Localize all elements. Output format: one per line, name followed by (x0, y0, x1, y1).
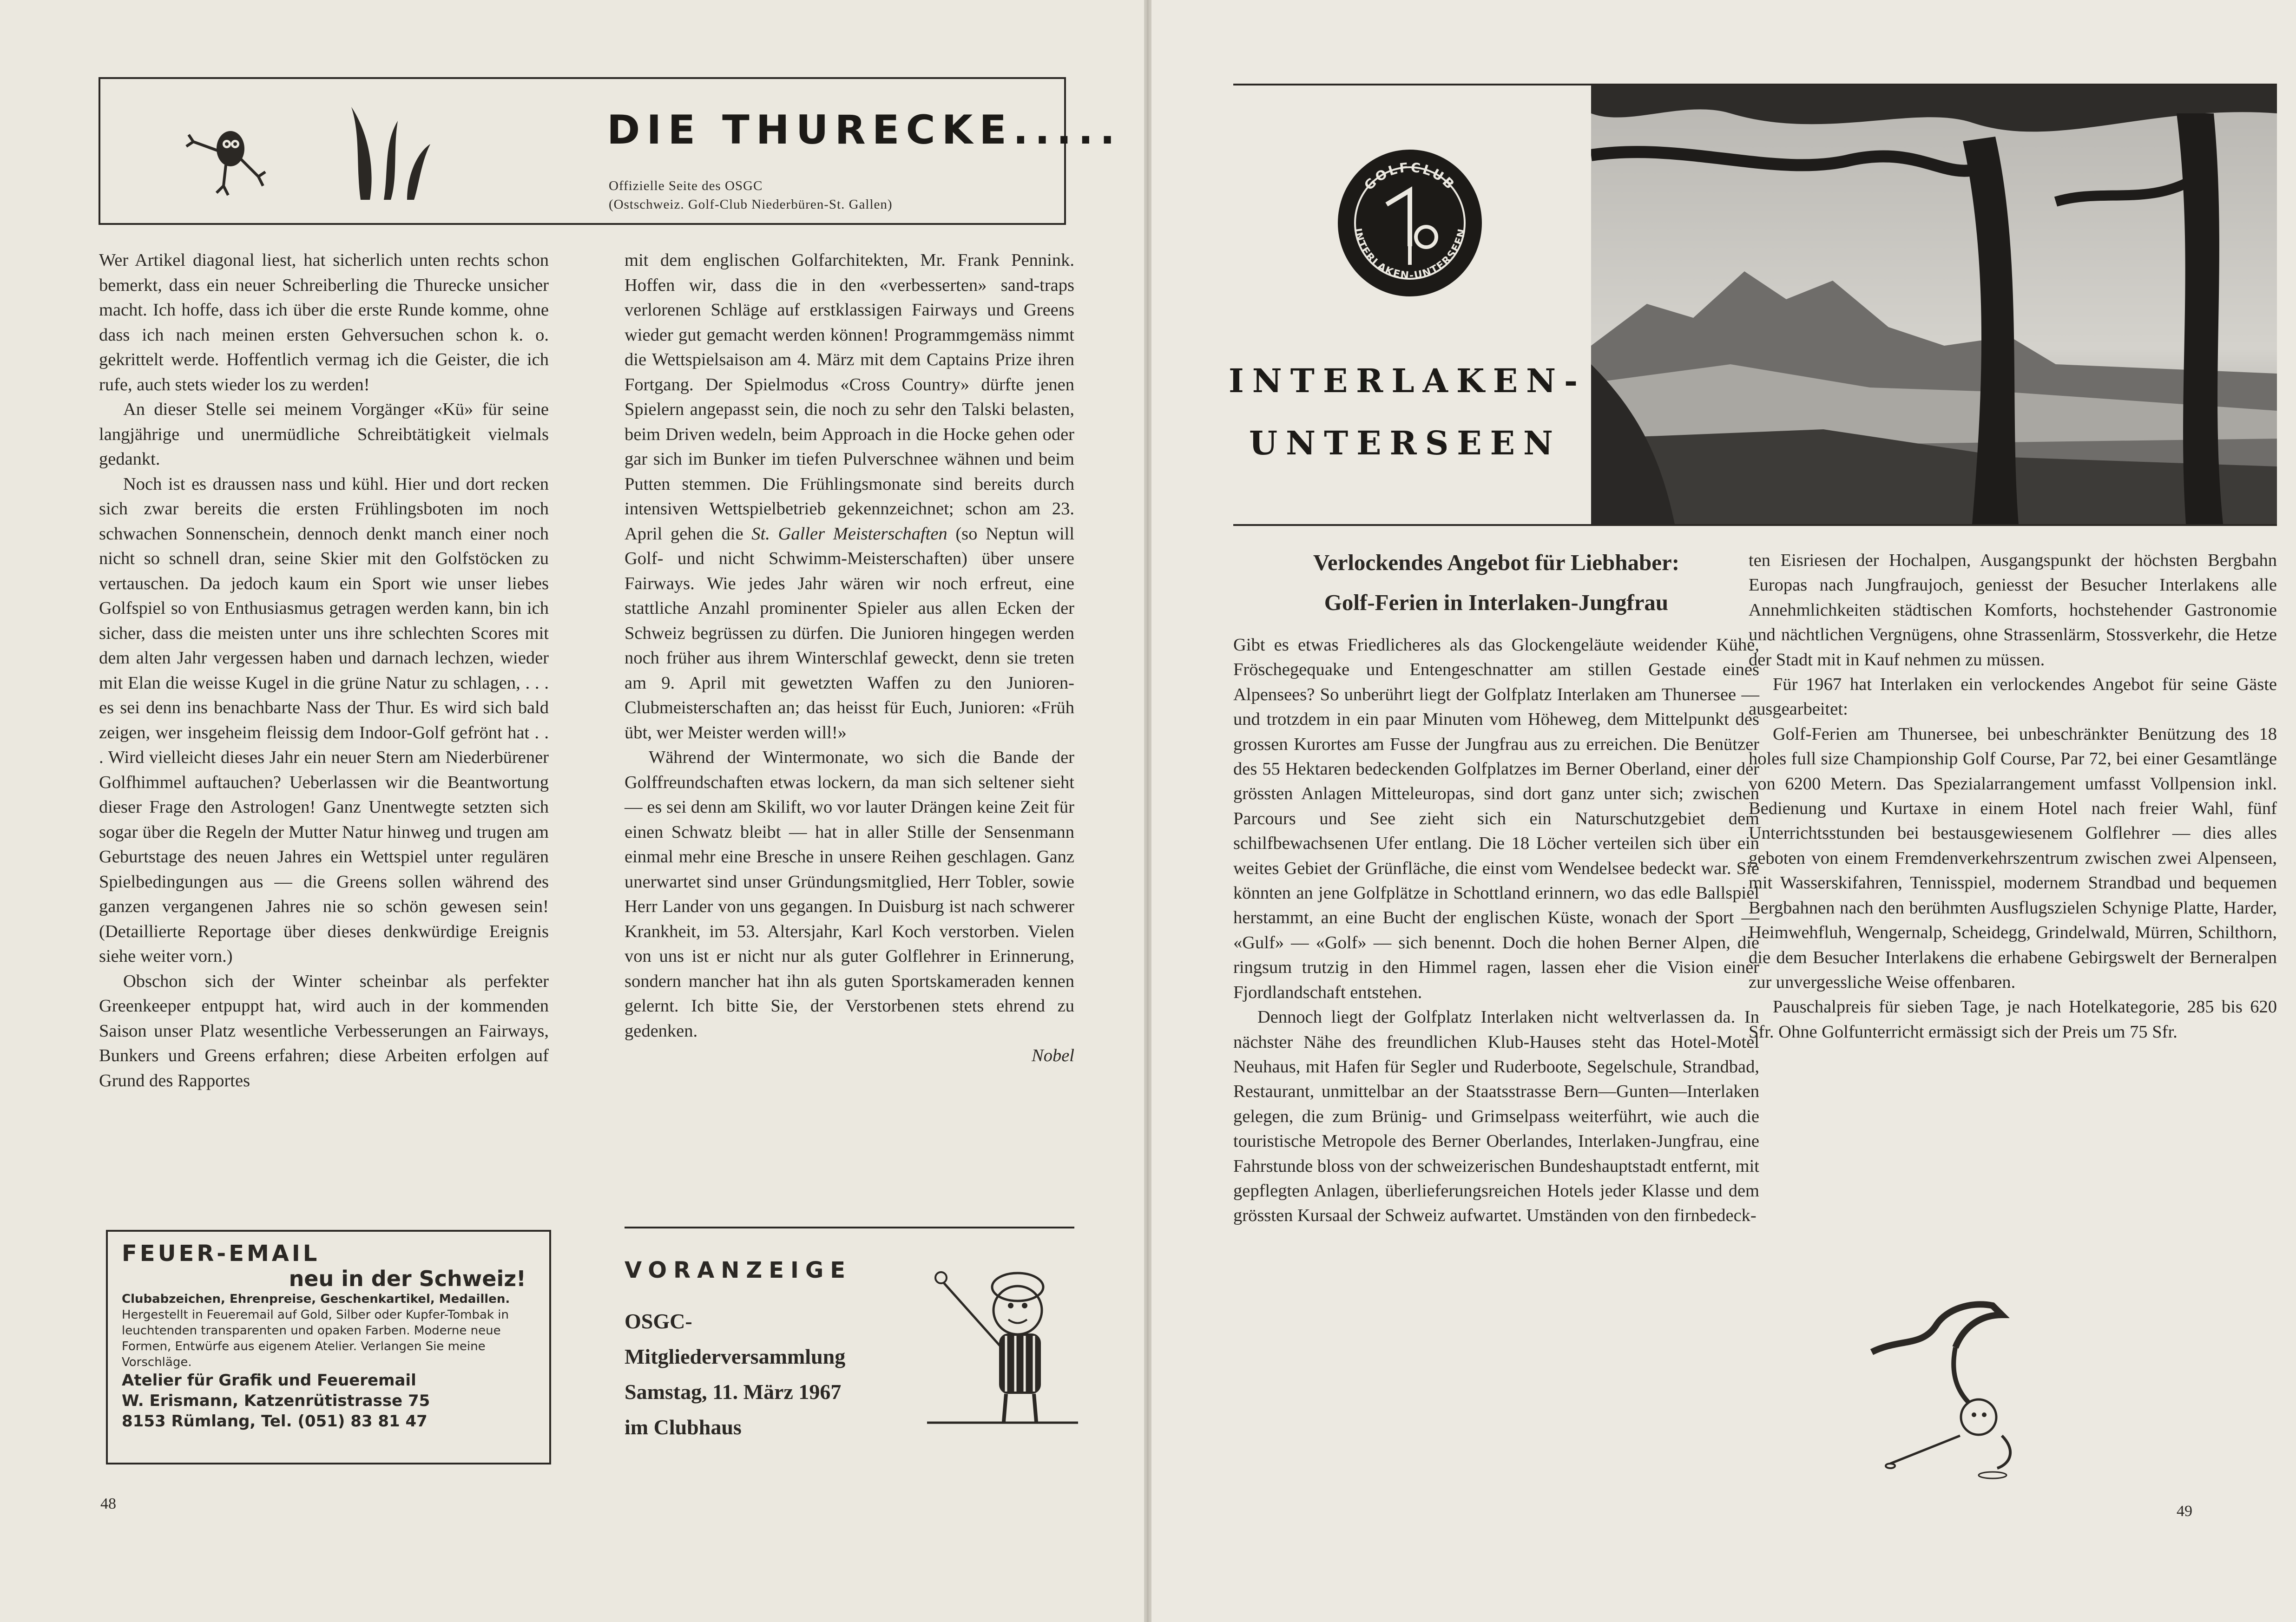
paragraph: Wer Artikel diagonal liest, hat sicherlich unten rechts schon bemerkt, dass ein neuer Schreiberling die Thurecke unsicher macht. Ich hoffe, dass ich über die erste Runde komme, ohne dass ich nach meinen ersten Gehversuchen schon k. o. gekrittelt werde. Hoffentlich vermag ich die Geister, die ich rufe, auch stets wieder los zu werden! (99, 250, 549, 394)
putting-golfer-cartoon (1862, 1296, 2058, 1482)
paragraph: ten Eisriesen der Hochalpen, Ausgangspunkt der höchsten Bergbahn Europas nach Jungfraujoch, geniesst der Besucher Interlakens alle Annehmlichkeiten städtischen Komforts, hochstehender Gastronomie und nächtlichen Vergnügens, ohne Strassenlärm, Stossverkehr, die Hetze der Stadt mit in Kauf nehmen zu müssen. (1749, 551, 2277, 670)
italic-event-name: St. Galler Meisterschaften (751, 524, 947, 544)
paragraph: Obschon sich der Winter scheinbar als perfekter Greenkeeper entpuppt hat, wird auch in der kommenden Saison unser Platz wesentliche Verbesserungen an Fairways, Bunkers und Greens erfahren; diese Arbeiten erfolgen auf Grund des Rapportes (99, 971, 549, 1090)
voranzeige-line: Mitgliederversammlung (625, 1345, 846, 1368)
frog-illustration (184, 107, 272, 200)
ad-title: FEUER-EMAIL (122, 1241, 320, 1267)
feuer-email-advertisement (106, 1230, 551, 1464)
thurecke-header-box (99, 77, 1122, 225)
paragraph: An dieser Stelle sei meinem Vorgänger «Kü» für seine langjährige und unermüdliche Schreibtätigkeit vielmals gedankt. (99, 400, 549, 469)
ad-bold-line: Clubabzeichen, Ehrenpreise, Geschenkartikel, Medaillen. (122, 1292, 510, 1306)
reed-illustration (342, 98, 435, 204)
ad-description: Hergestellt in Feueremail auf Gold, Silber oder Kupfer-Tombak in leuchtenden transparenten und opaken Farben. Moderne neue Formen, Entwürfe aus eigenem Atelier. Verlangen Sie meine Vorschläge. (122, 1308, 509, 1369)
paragraph: Golf-Ferien am Thunersee, bei unbeschränkter Benützung des 18 holes full size Championship Golf Course, Par 72, bei einer Gesamtlänge von 6200 Metern. Das Spezialarrangement umfasst Vollpension inkl. Bedienung und Kurtaxe in einem Hotel nach freier Wahl, fünf Unterrichtsstunden bei bestausgewiesenem Golflehrer — dies alles geboten von einem Fremdenverkehrszentrum zwischen zwei Alpenseen, mit Wasserskifahren, Tennisspiel, modernem Strandbad und bequemen Bergbahnen nach den berühmten Ausflugszielen Schynige Platte, Harder, Heimwehfluh, Wengernalp, Scheidegg, Grindelwald, Mürren, Schilthorn, die dem Besucher Interlakens die erhabene Gebirgswelt der Berneralpen zur unvergessliche Weise offenbaren. (1749, 724, 2277, 992)
ad-subtitle: neu in der Schweiz! (289, 1266, 526, 1291)
voranzeige-line: OSGC- (625, 1309, 692, 1333)
photo-bottom-rule (1233, 524, 2277, 526)
voranzeige-rule (625, 1227, 1074, 1228)
paragraph: Während der Wintermonate, wo sich die Bande der Golffreundschaften etwas lockern, da man sich seltener sieht — es sei denn am Skilift, wo vor lauter Drängen keine Zeit für einen Schwatz bleibt — hat in aller Stille der Sensenmann einmal mehr eine Bresche in unsere Reihen geschlagen. Ganz unerwartet sind unser Gründungsmitglied, Herr Tobler, sowie Herr Lander von uns gegangen. In Duisburg ist nach schwerer Krankheit, im 53. Altersjahr, Karl Koch verstorben. Vielen von uns ist er nicht nur als guter Golflehrer in Erinnerung, sondern mancher hat ihn als guten Sportskameraden kennen gelernt. Ich bitte Sie, der Verstorbenen stets ehrend zu gedenken. (625, 748, 1074, 1041)
paragraph-text: mit dem englischen Golfarchitekten, Mr. Frank Pennink. Hoffen wir, dass die in den «verbesserten» sand-traps verlorenen Schläge auf erstklassigen Fairways und Greens wieder gut gemacht werden können! Programmgemäss nimmt die Wettspielsaison am 4. März mit dem Captains Prize ihren Fortgang. Der Spielmodus «Cross Country» dürfte jenen Spielern angepasst sein, die noch zu sehr den Talski belasten, beim Driven wedeln, beim Approach in die Hocke gehen oder gar sich im Bunker im tiefen Pulverschnee wähnen und beim Putten stemmen. Die Frühlingsmonate sind bereits durch intensiven Wettspielbetrieb gekennzeichnet; schon am 23. April gehen die (625, 250, 1074, 544)
headline-line-1: Verlockendes Angebot für Liebhaber: (1313, 550, 1680, 575)
paragraph (625, 248, 1074, 745)
ad-footer-line-3: 8153 Rümlang, Tel. (051) 83 81 47 (122, 1412, 428, 1431)
subtitle-line-2: (Ostschweiz. Golf-Club Niederbüren-St. Gallen) (609, 197, 893, 212)
club-title-line-2: UNTERSEEN (1249, 424, 1561, 462)
golfclub-emblem-logo (1335, 149, 1484, 297)
ad-footer-line-2: W. Erismann, Katzenrütistrasse 75 (122, 1392, 430, 1410)
article-headline (1233, 543, 1759, 623)
page-number: 48 (100, 1495, 116, 1512)
headline-line-2: Golf-Ferien in Interlaken-Jungfrau (1324, 590, 1669, 615)
ad-footer-line-1: Atelier für Grafik und Feueremail (122, 1371, 416, 1390)
paragraph: Dennoch liegt der Golfplatz Interlaken nicht weltverlassen da. In nächster Nähe des freundlichen Klub-Hauses steht das Hotel-Motel Neuhaus, mit Hafen für Segler und Ruderboote, Segelschule, Strandbad, Restaurant, unmittelbar an der Staatsstrasse Bern—Gunten—Interlaken gelegen, die zum Brünig- und Grimselpass weiterführt, wie auch die touristische Metropole des Berner Oberlandes, Interlaken-Jungfrau, eine Fahrstunde bloss von der schweizerischen Bundeshauptstadt entfernt, mit gepflegten Anlagen, überlieferungsreichen Hotels jeder Klasse und dem grössten Kursaal der Schweiz aufwartet. Umständen von den firnbedeck- (1233, 1007, 1759, 1226)
voranzeige-title: VORANZEIGE (625, 1257, 852, 1283)
paragraph-text: (so Neptun will Golf- und nicht Schwimm-Meisterschaften) über unsere Fairways. Wie jedes Jahr wären wir noch erfreut, eine stattliche Anzahl prominenter Spieler aus allen Ecken der Schweiz begrüssen zu dürfen. Die Junioren hingegen werden noch früher aus ihrem Winterschlaf geweckt, denn sie treten am 9. April mit gewetzten Waffen zu den Junioren-Clubmeisterschaften an; das heisst für Euch, Junioren: «Früh übt, wer Meister werden will!» (625, 524, 1075, 742)
paragraph: Noch ist es draussen nass und kühl. Hier und dort recken sich zwar bereits die ersten Frühlingsboten im noch schwachen Sonnenschein, dennoch denkt manch einer noch nicht so schnell dran, seine Skier mit den Golfstöcken zu vertauschen. Da jedoch kaum ein Sport wie unser liebes Golfspiel so von Enthusiasmus getragen werden kann, bin ich sicher, dass die meisten unter uns ihre schlechten Scores mit dem alten Jahr vergessen haben und darnach lechzen, wieder mit Elan die weisse Kugel in die grüne Natur zu schlagen, . . . es sei denn ins benachbarte Nass der Thur. Es wird sich bald zeigen, wer insgeheim fleissig dem Indoor-Golf gefrönt hat . . . Wird vielleicht dieses Jahr ein neuer Stern am Niederbürener Golfhimmel auftauchen? Ueberlassen wir die Beantwortung dieser Frage den Astrologen! Ganz Unentwegte setzten sich sogar über die Regeln der Mutter Natur hinweg und trugen am Geburtstage des neuen Jahres ein Wettspiel unter regulären Spielbedingungen aus — die Greens sollen während des ganzen vergangenen Jahres nie so schön gewesen sein! (Detaillierte Reportage über dieses denkwürdige Ereignis siehe weiter vorn.) (99, 474, 549, 966)
author-signature: Nobel (1032, 1046, 1074, 1065)
subtitle-line-1: Offizielle Seite des OSGC (609, 178, 763, 193)
masthead-subtitle (609, 177, 893, 214)
left-page (0, 0, 1144, 1622)
svg-text:GOLFCLUB: GOLFCLUB (1361, 159, 1459, 193)
svg-text:INTERLAKEN-UNTERSEEN: INTERLAKEN-UNTERSEEN (1351, 227, 1468, 282)
paragraph: Pauschalpreis für sieben Tage, je nach Hotelkategorie, 285 bis 620 Sfr. Ohne Golfunterricht ermässigt sich der Preis um 75 Sfr. (1749, 997, 2277, 1042)
left-article-column-1 (99, 248, 549, 1093)
page-number: 49 (2177, 1503, 2192, 1520)
right-article-column-1 (1233, 633, 1759, 1228)
club-title-line-1: INTERLAKEN- (1229, 361, 1586, 400)
voranzeige-body (625, 1304, 845, 1445)
right-article-column-2 (1749, 548, 2277, 1044)
right-page (1151, 0, 2296, 1622)
voranzeige-line: im Clubhaus (625, 1415, 742, 1439)
golfer-cartoon-illustration (925, 1254, 1083, 1431)
left-article-column-2 (625, 248, 1074, 1069)
paragraph: Für 1967 hat Interlaken ein verlockendes Angebot für seine Gäste ausgearbeitet: (1749, 675, 2277, 719)
masthead-title: DIE THURECKE..... (607, 107, 1122, 153)
paragraph: Gibt es etwas Friedlicheres als das Glockengeläute weidender Kühe, Fröschegequake und Entengeschnatter am stillen Gestade eines Alpensees? So unberührt liegt der Golfplatz Interlaken am Thunersee — und trotzdem in ein paar Minuten vom Höheweg, dem Mittelpunkt des grossen Kurortes am Fusse der Jungfrau aus zu erreichen. Die Benützer des 55 Hektaren bedeckenden Golfplatzes im Berner Oberland, einer der grössten Anlagen Mitteleuropas, sind dort ganz unter sich; zwischen Parcours und See zieht sich ein Naturschutzgebiet dem schilfbewachsenen Ufer entlang. Die 18 Löcher verteilen sich über ein weites Gebiet der Grünfläche, die einst vom Wendelsee bedeckt war. Sie könnten an jene Golfplätze in Schottland erinnern, wo das edle Ballspiel herstammt, an eine Bucht der englischen Küste, wonach der Sport — «Gulf» — «Golf» — sich benennt. Doch die hohen Berner Alpen, die ringsum trutzig in den Himmel ragen, lassen eher die Vision einer Fjordlandschaft entstehen. (1233, 635, 1759, 1002)
interlaken-landscape-photo (1591, 85, 2277, 524)
voranzeige-line: Samstag, 11. März 1967 (625, 1380, 842, 1404)
